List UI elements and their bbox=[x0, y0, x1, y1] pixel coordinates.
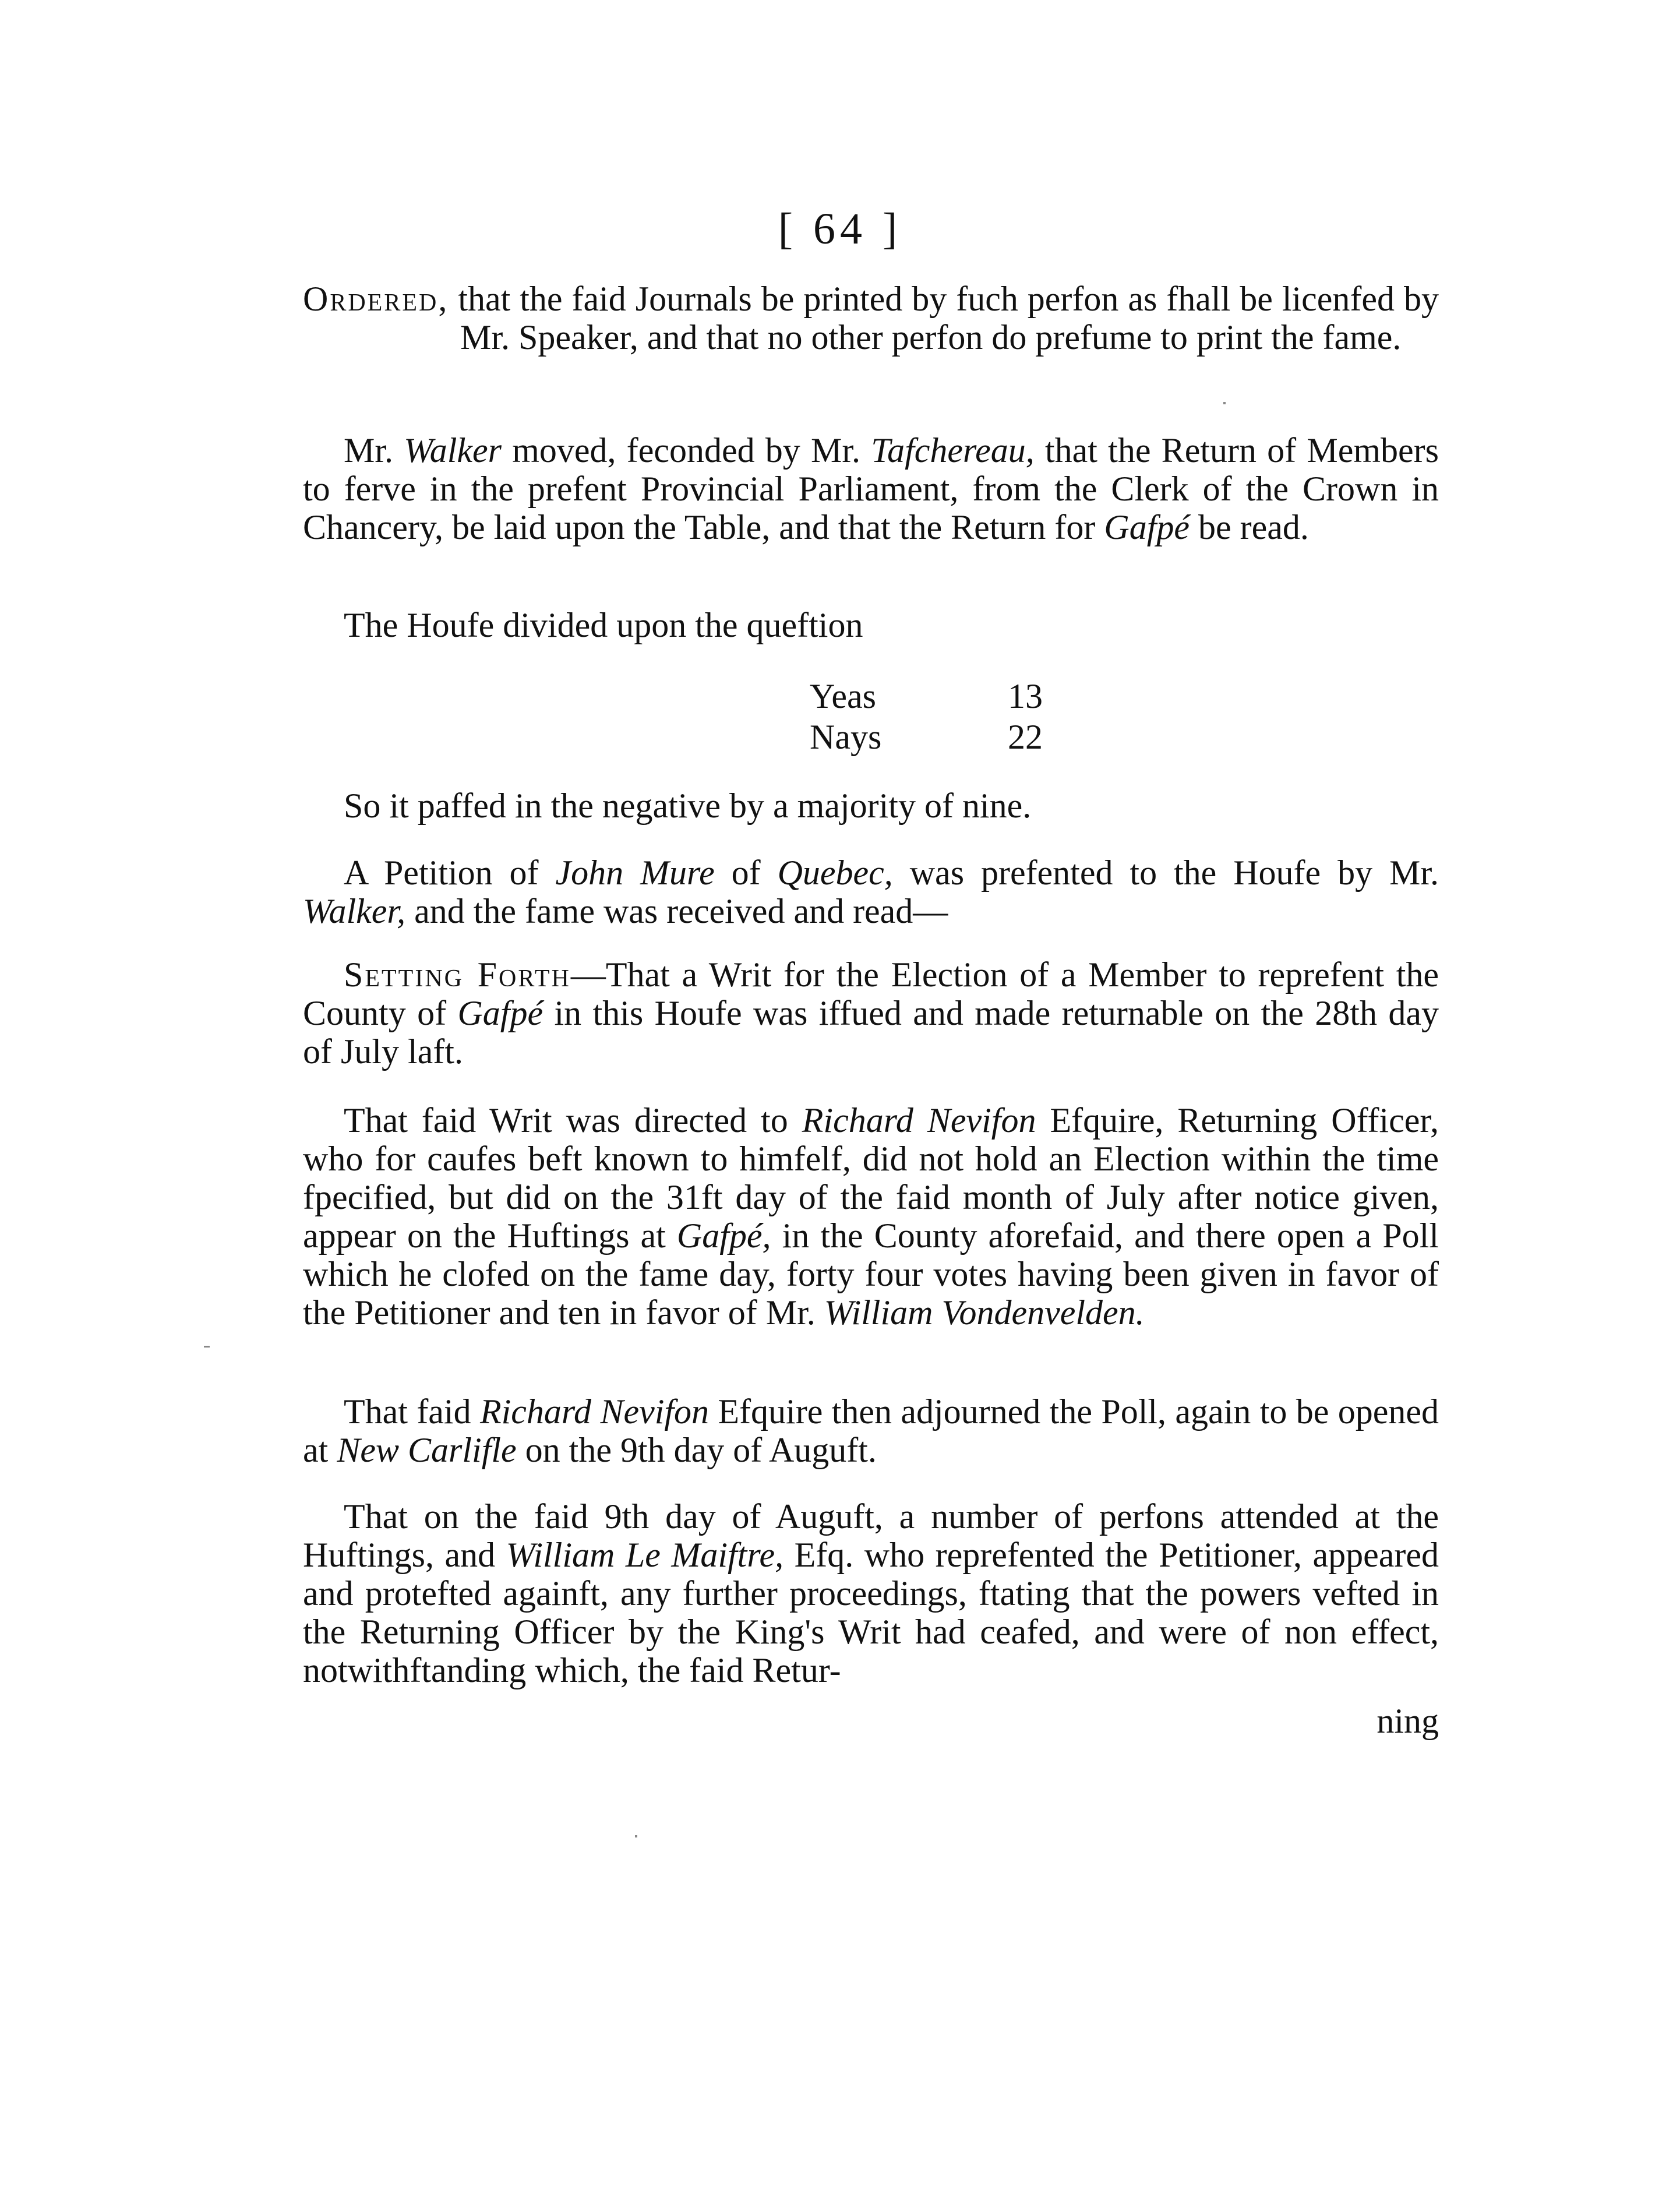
vote-tally bbox=[810, 676, 1043, 757]
vote-row-nays bbox=[810, 717, 1043, 757]
ninth-august-paragraph bbox=[303, 1497, 1439, 1689]
adjourn-text-2: Efquire then adjourned the Poll, again to be opened at bbox=[303, 1392, 1439, 1469]
catchword: ning bbox=[1377, 1702, 1439, 1740]
division-text: The Houfe divided upon the queftion bbox=[344, 606, 863, 644]
adjourn-text-3: on the 9th day of Auguft. bbox=[516, 1431, 877, 1469]
print-speck bbox=[1223, 402, 1226, 404]
adjourn-text-1: That faid bbox=[344, 1392, 480, 1431]
vote-label: Nays bbox=[810, 718, 882, 756]
ninth-text-2: Efq. who reprefented the Petitioner, appeared and protefted againft, any further proceedings, ftating that the powers vefted in the Returning Officer by the King's Writ had ceafed, and were of non effect, notwithftanding which, the faid Retur- bbox=[303, 1536, 1439, 1689]
motion-name-walker: Walker bbox=[404, 431, 502, 470]
setting-text-1: —That a Writ for the Election of a Member to reprefent the County of bbox=[303, 955, 1439, 1032]
setting-text-2: in this Houfe was iffued and made returnable on the 28th day of July laft. bbox=[303, 994, 1439, 1071]
writ-name-nevison: Richard Nevifon bbox=[802, 1101, 1036, 1140]
writ-text-3: in the County aforefaid, and there open a Poll which he clofed on the fame day, forty four votes having been given in favor of the Petitioner and ten in favor of Mr. bbox=[303, 1216, 1439, 1332]
vote-count: 22 bbox=[1008, 718, 1043, 756]
print-speck bbox=[204, 1346, 210, 1348]
petition-text-3: was prefented to the Houfe by Mr. bbox=[892, 853, 1439, 892]
petition-paragraph bbox=[303, 853, 1439, 930]
motion-place-gaspe: Gafpé bbox=[1104, 508, 1190, 546]
vote-row-yeas bbox=[810, 676, 1043, 717]
writ-text-1: That faid Writ was directed to bbox=[344, 1101, 802, 1140]
ninth-text-1: That on the faid 9th day of Auguft, a number of perfons attended at the Huftings, and bbox=[303, 1497, 1439, 1574]
petition-text-1: A Petition of bbox=[344, 853, 556, 892]
motion-text-3: that the Return of Members to ferve in the prefent Provincial Parliament, from the Clerk of the Crown in Chancery, be laid upon the Table, and that the Return for bbox=[303, 431, 1439, 546]
motion-name-taschereau: Tafchereau, bbox=[871, 431, 1035, 470]
setting-lead: Setting Forth bbox=[344, 955, 571, 994]
motion-paragraph bbox=[303, 431, 1439, 546]
ordered-paragraph bbox=[303, 280, 1439, 357]
petition-text-2: of bbox=[714, 853, 778, 892]
ordered-text: that the faid Journals be printed by fuch perfon as fhall be licenfed by Mr. Speaker, and that no other perfon do prefume to print the fame. bbox=[458, 280, 1439, 357]
setting-forth-paragraph bbox=[303, 955, 1439, 1071]
motion-text-1: Mr. bbox=[344, 431, 404, 470]
ordered-lead: Ordered, bbox=[303, 280, 449, 318]
petition-place-quebec: Quebec, bbox=[777, 853, 893, 892]
result-text: So it paffed in the negative by a majority of nine. bbox=[344, 786, 1032, 825]
ninth-name-le-maistre: William Le Maiftre, bbox=[506, 1536, 784, 1574]
print-speck bbox=[635, 1835, 637, 1837]
page-number: [ 64 ] bbox=[778, 204, 902, 253]
writ-paragraph bbox=[303, 1101, 1439, 1332]
adjourn-paragraph bbox=[303, 1392, 1439, 1469]
petition-name-mure: John Mure bbox=[555, 853, 715, 892]
setting-place-gaspe: Gafpé bbox=[457, 994, 543, 1032]
writ-text-2: Efquire, Returning Officer, who for caufes beft known to himfelf, did not hold an Election within the time fpecified, but did on the 31ft day of the faid month of July after notice given, appear on the Huftings at bbox=[303, 1101, 1439, 1255]
motion-text-2: moved, feconded by Mr. bbox=[502, 431, 871, 470]
writ-name-vondenvelden: William Vondenvelden. bbox=[824, 1293, 1145, 1332]
vote-count: 13 bbox=[1008, 677, 1043, 715]
division-paragraph bbox=[303, 606, 1439, 644]
adjourn-place-new-carlisle: New Carlifle bbox=[337, 1431, 517, 1469]
motion-text-4: be read. bbox=[1190, 508, 1309, 546]
adjourn-name-nevison: Richard Nevifon bbox=[479, 1392, 710, 1431]
result-paragraph bbox=[303, 786, 1439, 825]
vote-label: Yeas bbox=[810, 677, 876, 715]
petition-text-4: and the fame was received and read— bbox=[405, 892, 948, 930]
petition-name-walker: Walker, bbox=[303, 892, 406, 930]
writ-place-gaspe: Gafpé, bbox=[676, 1216, 771, 1255]
